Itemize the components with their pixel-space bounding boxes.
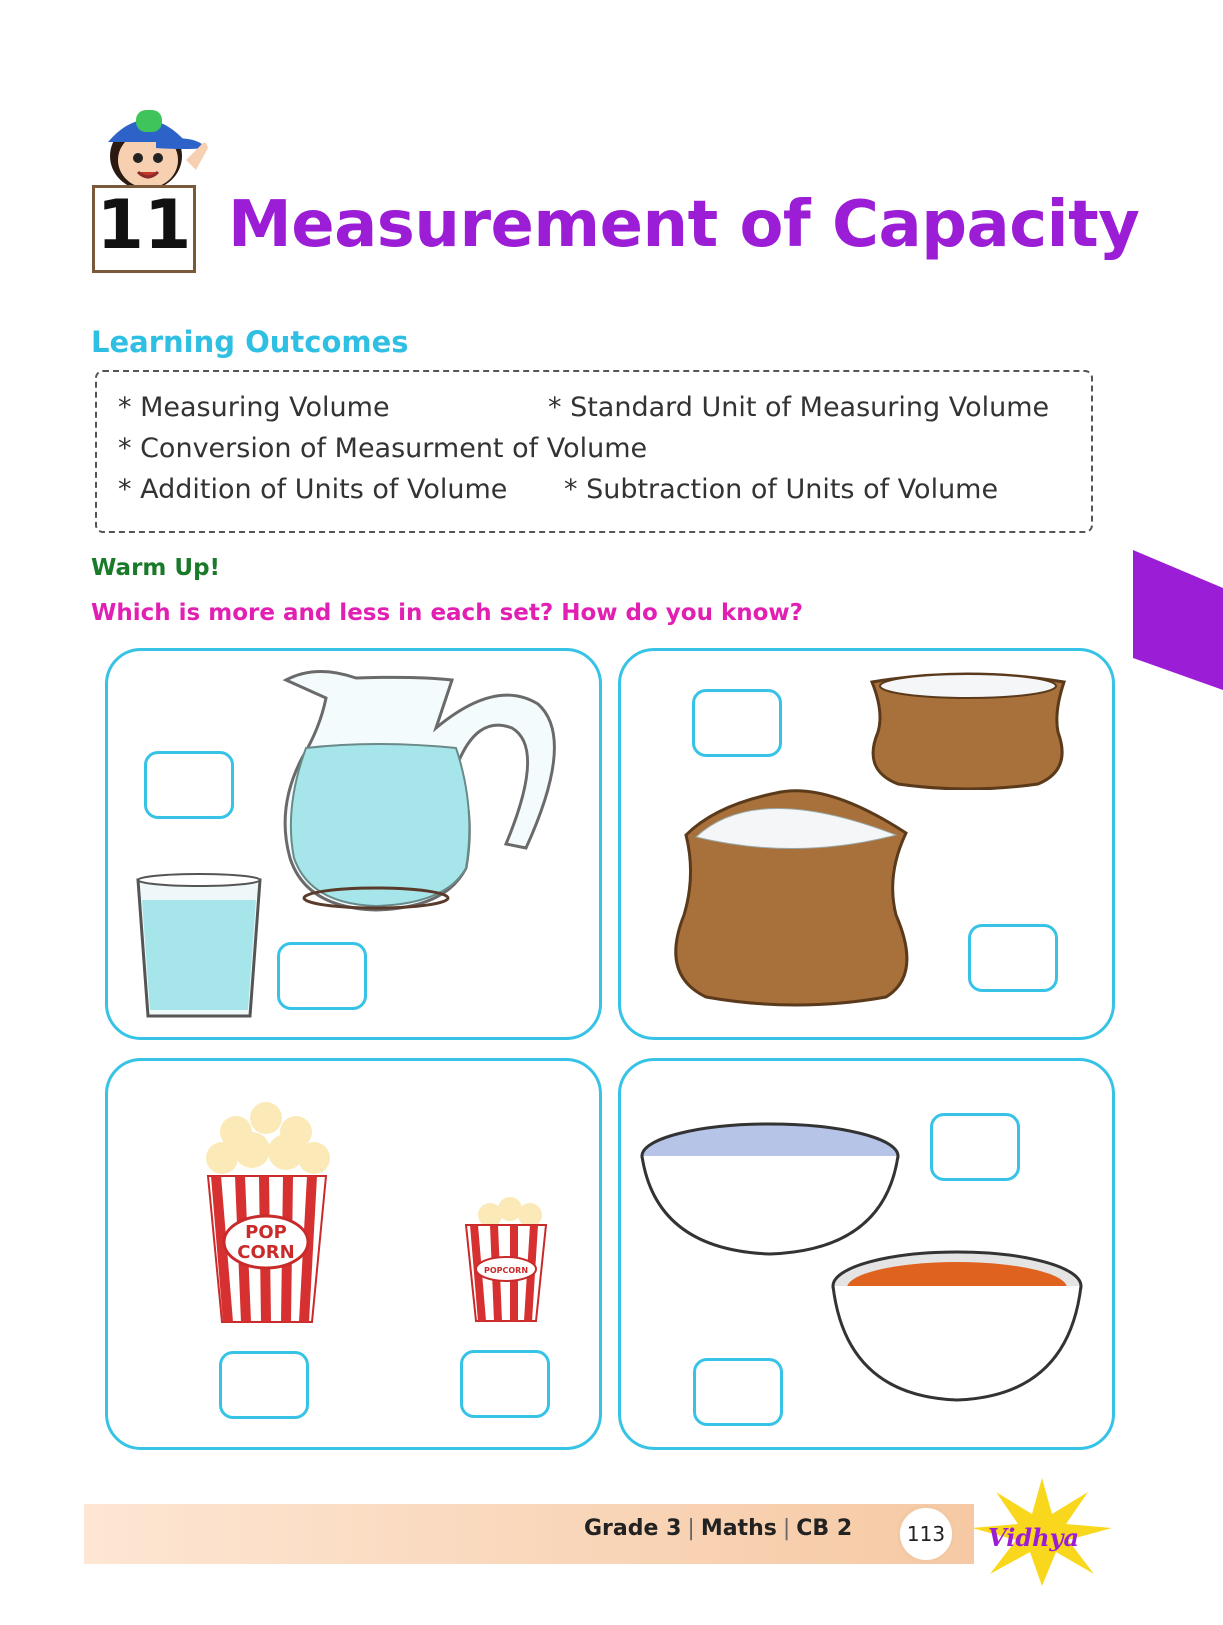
small-popcorn-bucket-icon (460, 1195, 552, 1325)
popcorn-label: POPCORN (483, 1266, 529, 1275)
outcome-item: * Standard Unit of Measuring Volume (548, 392, 1050, 423)
popcorn-label: POP (245, 1222, 287, 1243)
chapter-number: 11 (96, 186, 192, 265)
big-flour-sack-icon (656, 785, 926, 1007)
side-tab-decoration (1133, 550, 1223, 690)
page-number: 113 (897, 1505, 955, 1563)
half-full-bowl-icon (636, 1120, 904, 1260)
answer-box[interactable] (219, 1351, 309, 1419)
outcome-item: * Subtraction of Units of Volume (564, 474, 999, 505)
answer-box[interactable] (930, 1113, 1020, 1181)
warm-up-heading: Warm Up! (91, 555, 221, 581)
answer-box[interactable] (968, 924, 1058, 992)
footer-book: CB 2 (796, 1516, 853, 1541)
vidhya-logo-text: Vidhya (988, 1523, 1080, 1552)
answer-box[interactable] (460, 1350, 550, 1418)
answer-box[interactable] (277, 942, 367, 1010)
outcome-item: * Measuring Volume (118, 392, 390, 423)
big-popcorn-bucket-icon (186, 1092, 348, 1328)
chapter-title: Measurement of Capacity (228, 188, 1140, 262)
water-glass-icon (132, 870, 266, 1022)
outcome-item: * Conversion of Measurment of Volume (118, 433, 648, 464)
warm-up-question: Which is more and less in each set? How do you know? (91, 600, 804, 626)
learning-outcomes-heading: Learning Outcomes (91, 325, 409, 359)
footer-info: Grade 3 | Maths | CB 2 (584, 1516, 853, 1541)
answer-box[interactable] (692, 689, 782, 757)
popcorn-label: CORN (237, 1242, 295, 1263)
footer-subject: Maths (700, 1516, 777, 1541)
outcome-item: * Addition of Units of Volume (118, 474, 508, 505)
full-bowl-icon (826, 1246, 1088, 1404)
answer-box[interactable] (144, 751, 234, 819)
answer-box[interactable] (693, 1358, 783, 1426)
footer-grade: Grade 3 (584, 1516, 682, 1541)
water-jug-icon (276, 658, 572, 920)
small-flour-sack-icon (858, 672, 1080, 790)
